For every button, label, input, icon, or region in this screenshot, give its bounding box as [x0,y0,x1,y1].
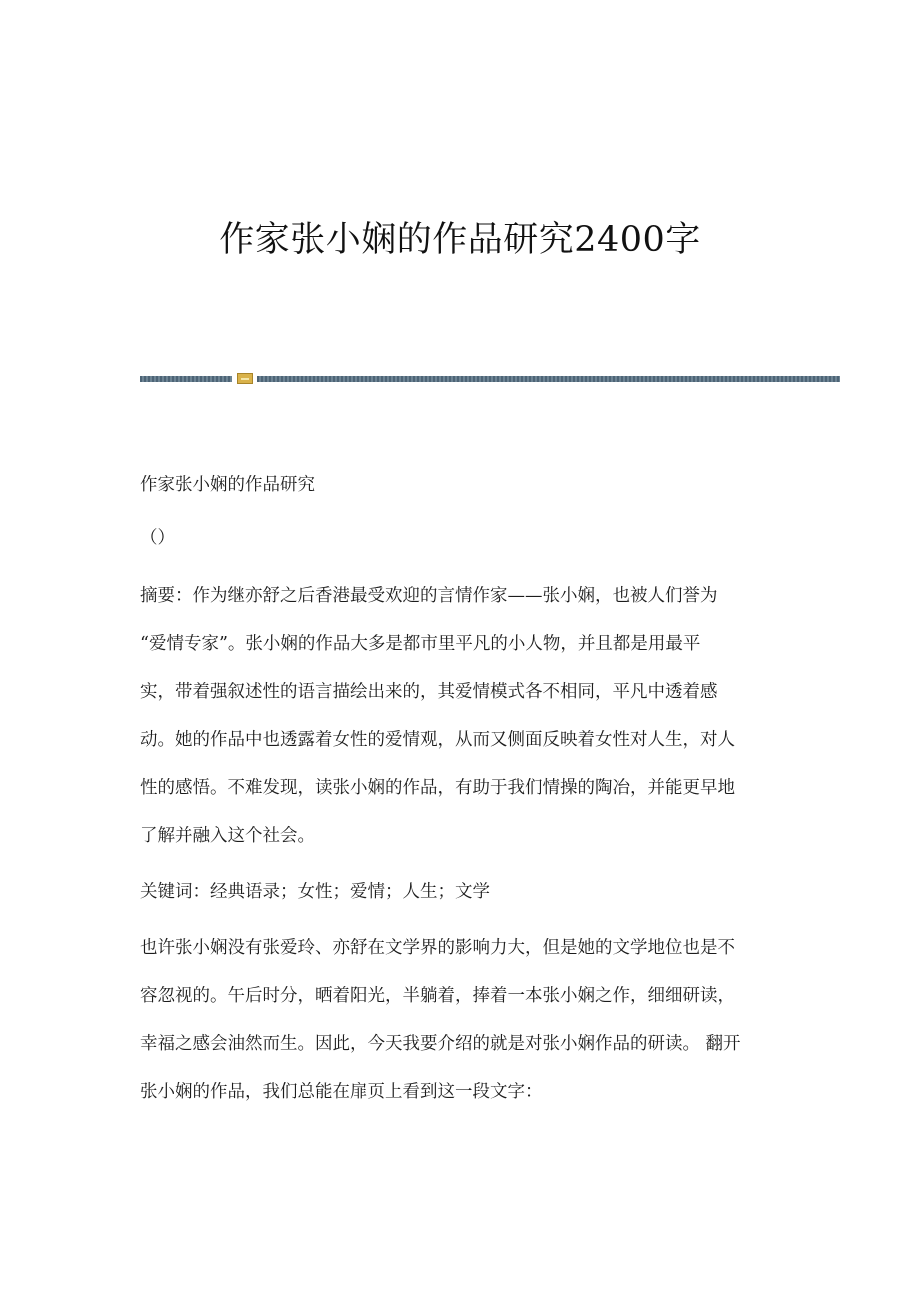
subtitle: 作家张小娴的作品研究 [140,475,315,495]
abstract-line: 了解并融入这个社会。 [140,826,315,846]
divider-bar-left [140,376,232,382]
body-line: 幸福之感会油然而生。因此，今天我要介绍的就是对张小娴作品的研读。 翻开 [140,1034,741,1054]
abstract-line: 动。她的作品中也透露着女性的爱情观，从而又侧面反映着女性对人生，对人 [140,730,735,750]
divider-ornament-icon [237,373,253,384]
document-title: 作家张小娴的作品研究2400字 [219,220,701,260]
abstract-line: 摘要：作为继亦舒之后香港最受欢迎的言情作家——张小娴，也被人们誉为 [140,586,718,606]
body-line: 容忽视的。午后时分，晒着阳光，半躺着，捧着一本张小娴之作，细细研读， [140,986,735,1006]
body-line: 也许张小娴没有张爱玲、亦舒在文学界的影响力大，但是她的文学地位也是不 [140,938,735,958]
abstract-line: 实，带着强叙述性的语言描绘出来的，其爱情模式各不相同，平凡中透着感 [140,682,718,702]
author-parentheses: （） [140,528,175,548]
abstract-line: 性的感悟。不难发现，读张小娴的作品，有助于我们情操的陶冶，并能更早地 [140,778,735,798]
keywords: 关键词：经典语录；女性；爱情；人生；文学 [140,882,490,902]
body-line: 张小娴的作品，我们总能在扉页上看到这一段文字： [140,1082,543,1102]
divider-bar-right [257,376,840,382]
title-divider [140,373,840,384]
abstract-line: “爱情专家”。张小娴的作品大多是都市里平凡的小人物，并且都是用最平 [140,634,701,654]
